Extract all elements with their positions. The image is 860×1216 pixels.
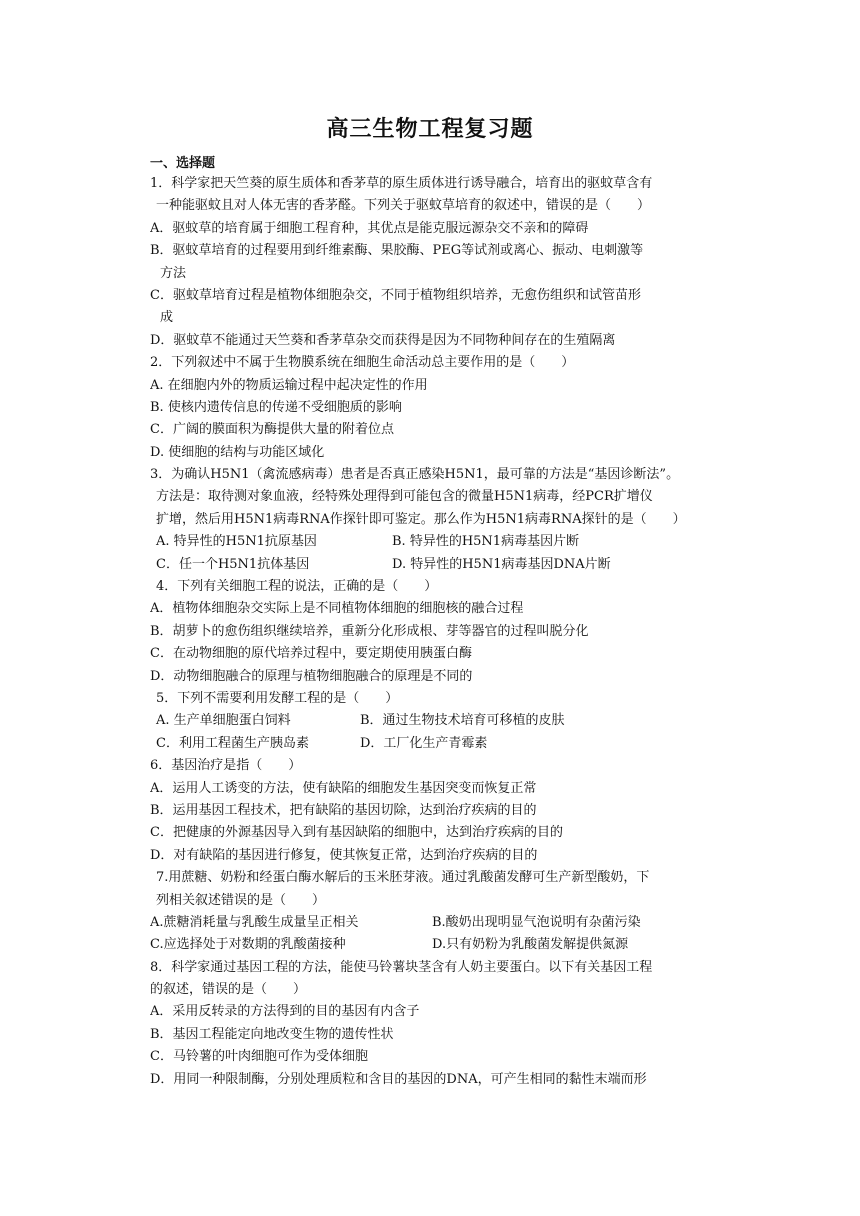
text-line: 7.用蔗糖、奶粉和经蛋白酶水解后的玉米胚芽液。通过乳酸菌发酵可生产新型酸奶，下 <box>156 870 650 886</box>
option-line: A. 在细胞内外的物质运输过程中起决定性的作用 <box>150 377 428 393</box>
text-line: 4．下列有关细胞工程的说法，正确的是（ ） <box>156 579 438 595</box>
option-d: D.只有奶粉为乳酸菌发解提供氮源 <box>432 937 629 953</box>
text-line: 扩增，然后用H5N1病毒RNA作探针即可鉴定。那么作为H5N1病毒RNA探针的是（ ） <box>156 511 686 527</box>
option-line: B．基因工程能定向地改变生物的遗传性状 <box>150 1026 394 1042</box>
option-d: D. 特异性的H5N1病毒基因DNA片断 <box>392 556 611 572</box>
option-line: C．在动物细胞的原代培养过程中，要定期使用胰蛋白酶 <box>150 646 472 662</box>
text-line: 的叙述，错误的是（ ） <box>150 982 307 998</box>
text-line: 方法是：取待测对象血液，经特殊处理得到可能包含的微量H5N1病毒，经PCR扩增仪 <box>156 489 653 505</box>
option-line: 成 <box>160 310 174 326</box>
option-a: A. 特异性的H5N1抗原基因 <box>156 534 317 550</box>
option-row <box>150 710 734 732</box>
option-line: B. 使核内遗传信息的传递不受细胞质的影响 <box>150 399 402 415</box>
option-c: C.应选择处于对数期的乳酸菌接种 <box>150 937 346 953</box>
option-c: C．利用工程菌生产胰岛素 <box>156 735 309 751</box>
option-line: C．马铃薯的叶肉细胞可作为受体细胞 <box>150 1049 368 1065</box>
text-line: 5．下列不需要利用发酵工程的是（ ） <box>156 690 399 706</box>
option-d: D．工厂化生产青霉素 <box>360 735 488 751</box>
document-title: 高三生物工程复习题 <box>326 117 534 142</box>
text-line: 列相关叙述错误的是（ ） <box>156 892 326 908</box>
question-body <box>150 173 734 1091</box>
option-line: A．植物体细胞杂交实际上是不同植物体细胞的细胞核的融合过程 <box>150 601 524 617</box>
option-row <box>150 912 734 934</box>
option-line: B．胡萝卜的愈伤组织继续培养，重新分化形成根、芽等器官的过程叫脱分化 <box>150 623 589 639</box>
option-a: A. 生产单细胞蛋白饲料 <box>156 713 291 729</box>
option-line: C．驱蚊草培育过程是植物体细胞杂交，不同于植物组织培养，无愈伤组织和试管苗形 <box>150 287 641 303</box>
option-a: A.蔗糖消耗量与乳酸生成量呈正相关 <box>150 914 359 930</box>
option-row <box>150 733 734 755</box>
section-heading: 一、选择题 <box>150 156 216 171</box>
option-b: B.酸奶出现明显气泡说明有杂菌污染 <box>432 914 641 930</box>
option-line: D．用同一种限制酶，分别处理质粒和含目的基因的DNA，可产生相同的黏性末端而形 <box>150 1071 647 1087</box>
option-line: D．动物细胞融合的原理与植物细胞融合的原理是不同的 <box>150 668 473 684</box>
option-row <box>150 531 734 553</box>
text-line: 6．基因治疗是指（ ） <box>150 758 302 774</box>
option-line: D. 使细胞的结构与功能区域化 <box>150 444 325 460</box>
text-line: 1．科学家把天竺葵的原生质体和香茅草的原生质体进行诱导融合，培育出的驱蚊草含有 <box>150 176 653 191</box>
text-line: 3．为确认H5N1（禽流感病毒）患者是否真正感染H5N1，最可靠的方法是“基因诊断法”。 <box>150 467 680 483</box>
option-line: C．把健康的外源基因导入到有基因缺陷的细胞中，达到治疗疾病的目的 <box>150 825 563 841</box>
option-line: A．驱蚊草的培育属于细胞工程育种，其优点是能克服远源杂交不亲和的障碍 <box>150 220 589 236</box>
option-line: A．运用人工诱变的方法，使有缺陷的细胞发生基因突变而恢复正常 <box>150 780 537 796</box>
option-row <box>150 934 734 956</box>
option-line: D．驱蚊草不能通过天竺葵和香茅草杂交而获得是因为不同物种间存在的生殖隔离 <box>150 332 616 348</box>
text-line: 2．下列叙述中不属于生物膜系统在细胞生命活动总主要作用的是（ ） <box>150 355 575 371</box>
option-c: C．任一个H5N1抗体基因 <box>156 556 310 572</box>
option-line: A．采用反转录的方法得到的目的基因有内含子 <box>150 1004 420 1020</box>
option-row <box>150 554 734 576</box>
text-line: 8．科学家通过基因工程的方法，能使马铃薯块茎含有人奶主要蛋白。以下有关基因工程 <box>150 959 653 975</box>
option-line: B．驱蚊草培育的过程要用到纤维素酶、果胶酶、PEG等试剂或离心、振动、电刺激等 <box>150 243 644 259</box>
option-b: B．通过生物技术培育可移植的皮肤 <box>360 713 565 729</box>
text-line: 一种能驱蚊且对人体无害的香茅醛。下列关于驱蚊草培育的叙述中，错误的是（ ） <box>156 198 651 214</box>
option-line: C．广阔的膜面积为酶提供大量的附着位点 <box>150 422 394 438</box>
option-line: 方法 <box>160 265 187 281</box>
option-line: B．运用基因工程技术，把有缺陷的基因切除，达到治疗疾病的目的 <box>150 802 537 818</box>
option-line: D．对有缺陷的基因进行修复，使其恢复正常，达到治疗疾病的目的 <box>150 847 538 863</box>
option-b: B. 特异性的H5N1病毒基因片断 <box>392 534 580 550</box>
